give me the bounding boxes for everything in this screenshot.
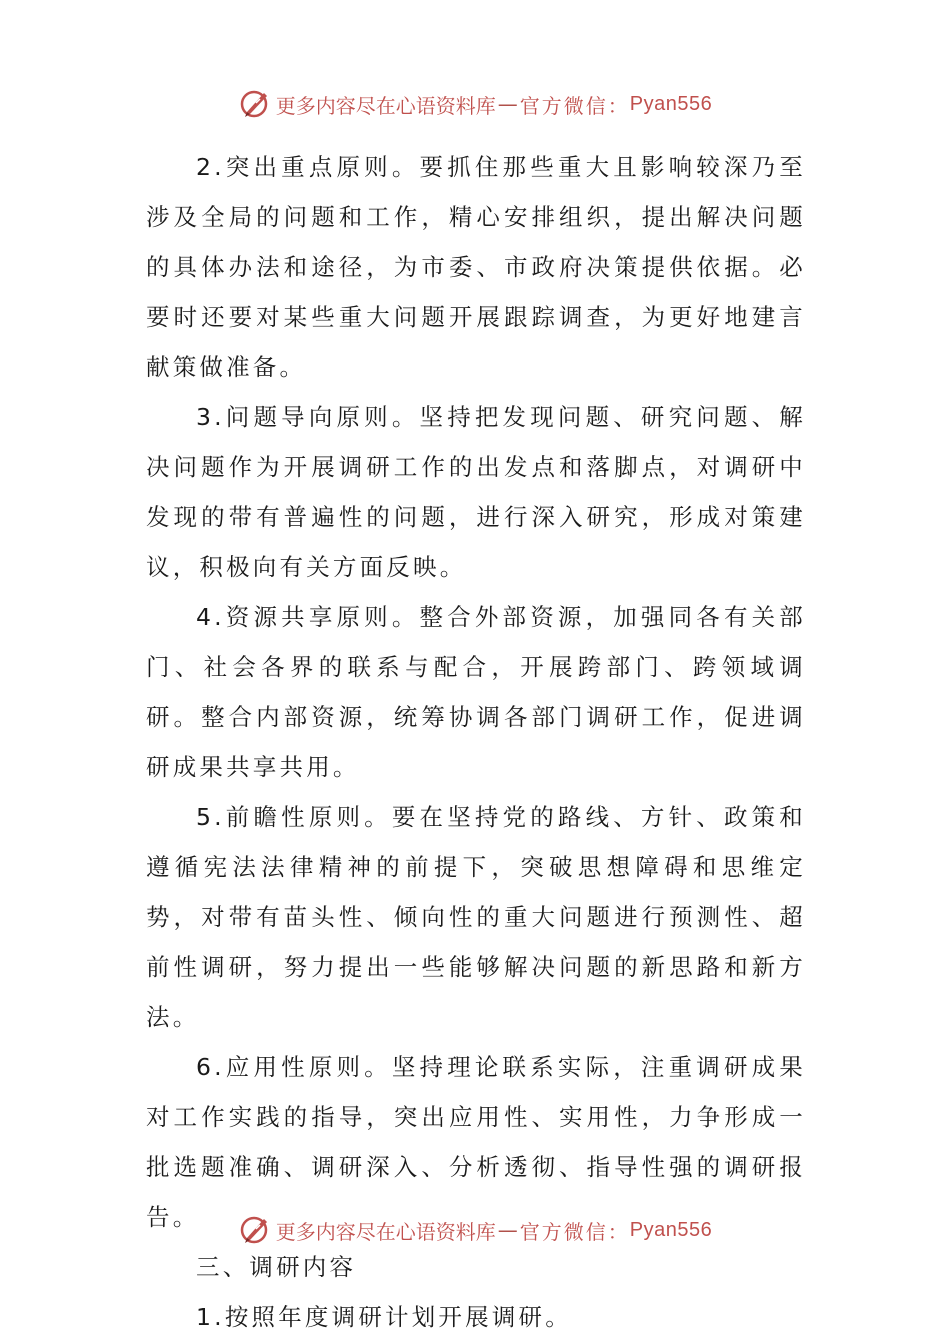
watermark-brand: 更多内容尽在心语资料库 (275, 1219, 496, 1244)
watermark-wechat-label: 官方微信： (519, 1219, 630, 1244)
watermark-brand: 更多内容尽在心语资料库 (275, 93, 496, 118)
watermark-wechat-label: 官方微信： (519, 93, 630, 118)
section-heading: 三、调研内容 (196, 1253, 357, 1281)
paragraph-principle-4: 4.资源共享原则。整合外部资源，加强同各有关部门、社会各界的联系与配合，开展跨部门、跨领域调研。整合内部资源，统筹协调各部门调研工作，促进调研成果共享共用。 (146, 603, 806, 781)
watermark-handle: Pyan556 (629, 92, 713, 115)
watermark-separator: — (497, 1218, 518, 1242)
paragraph-principle-6: 6.应用性原则。坚持理论联系实际，注重调研成果对工作实践的指导，突出应用性、实用性，力争形成一批选题准确、调研深入、分析透彻、指导性强的调研报告。 (146, 1053, 806, 1231)
paragraph-principle-2: 2.突出重点原则。要抓住那些重大且影响较深乃至涉及全局的问题和工作，精心安排组织，提出解决问题的具体办法和途径，为市委、市政府决策提供依据。必要时还要对某些重大问题开展跟踪调查，为更好地建言献策做准备。 (146, 153, 806, 381)
watermark-separator: — (497, 92, 518, 116)
watermark-banner-top (0, 84, 950, 124)
paragraph-principle-3: 3.问题导向原则。坚持把发现问题、研究问题、解决问题作为开展调研工作的出发点和落脚点，对调研中发现的带有普遍性的问题，进行深入研究，形成对策建议，积极向有关方面反映。 (146, 403, 806, 581)
list-item: 1.按照年度调研计划开展调研。 (196, 1303, 572, 1331)
document-body (146, 142, 806, 1342)
watermark-banner-bottom (0, 1210, 950, 1250)
paragraph-principle-5: 5.前瞻性原则。要在坚持党的路线、方针、政策和遵循宪法法律精神的前提下，突破思想障碍和思维定势，对带有苗头性、倾向性的重大问题进行预测性、超前性调研，努力提出一些能够解决问题的新思路和新方法。 (146, 803, 806, 1031)
pen-logo-icon (238, 1213, 272, 1247)
pen-logo-icon (238, 87, 272, 121)
watermark-handle: Pyan556 (629, 1218, 713, 1241)
